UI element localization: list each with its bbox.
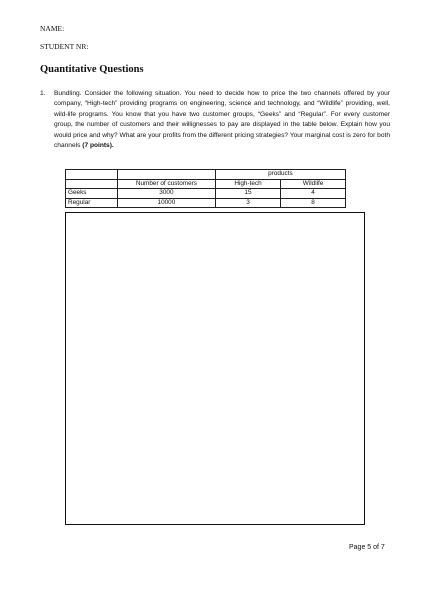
table-cell: 4	[281, 189, 346, 199]
table-row	[66, 189, 346, 199]
table-group-header-row	[66, 170, 346, 180]
table-header-row	[66, 179, 346, 189]
table-cell: 3	[215, 198, 280, 208]
name-label: NAME:	[40, 24, 65, 33]
student-number-label: STUDENT NR:	[40, 42, 89, 51]
table-cell: 10000	[117, 198, 215, 208]
answer-box[interactable]	[65, 212, 365, 525]
question-points: (7 points).	[82, 142, 114, 150]
customer-table	[65, 169, 346, 208]
page-number: Page 5 of 7	[349, 544, 385, 551]
table-cell: 8	[281, 198, 346, 208]
products-header: products	[215, 170, 345, 180]
column-header: Number of customers	[117, 179, 215, 189]
question-number: 1.	[40, 90, 46, 97]
question-text	[54, 89, 390, 151]
table-cell: 15	[215, 189, 280, 199]
section-title: Quantitative Questions	[40, 64, 144, 75]
table-cell: 3000	[117, 189, 215, 199]
column-header	[66, 179, 118, 189]
row-label: Geeks	[66, 189, 118, 199]
question-1	[40, 89, 390, 151]
question-body: Bundling. Consider the following situation. You need to decide how to price the two channels offered by your company, “High-tech” providing programs on engineering, science and technology, and “Wildlife” providing, well, wild-life programs. You know that you have two customer groups, “Geeks” and “Regular”. For every customer group, the number of customers and their willignesses to pay are displayed in the table below. Explain how you would price and why? What are your profits from the different pricing strategies? Your marginal cost is zero for both channels	[54, 90, 390, 150]
table-empty-cell	[117, 170, 215, 180]
column-header: High-tech	[215, 179, 280, 189]
table-row	[66, 198, 346, 208]
column-header: Wildlife	[281, 179, 346, 189]
table-empty-cell	[66, 170, 118, 180]
row-label: Regular	[66, 198, 118, 208]
